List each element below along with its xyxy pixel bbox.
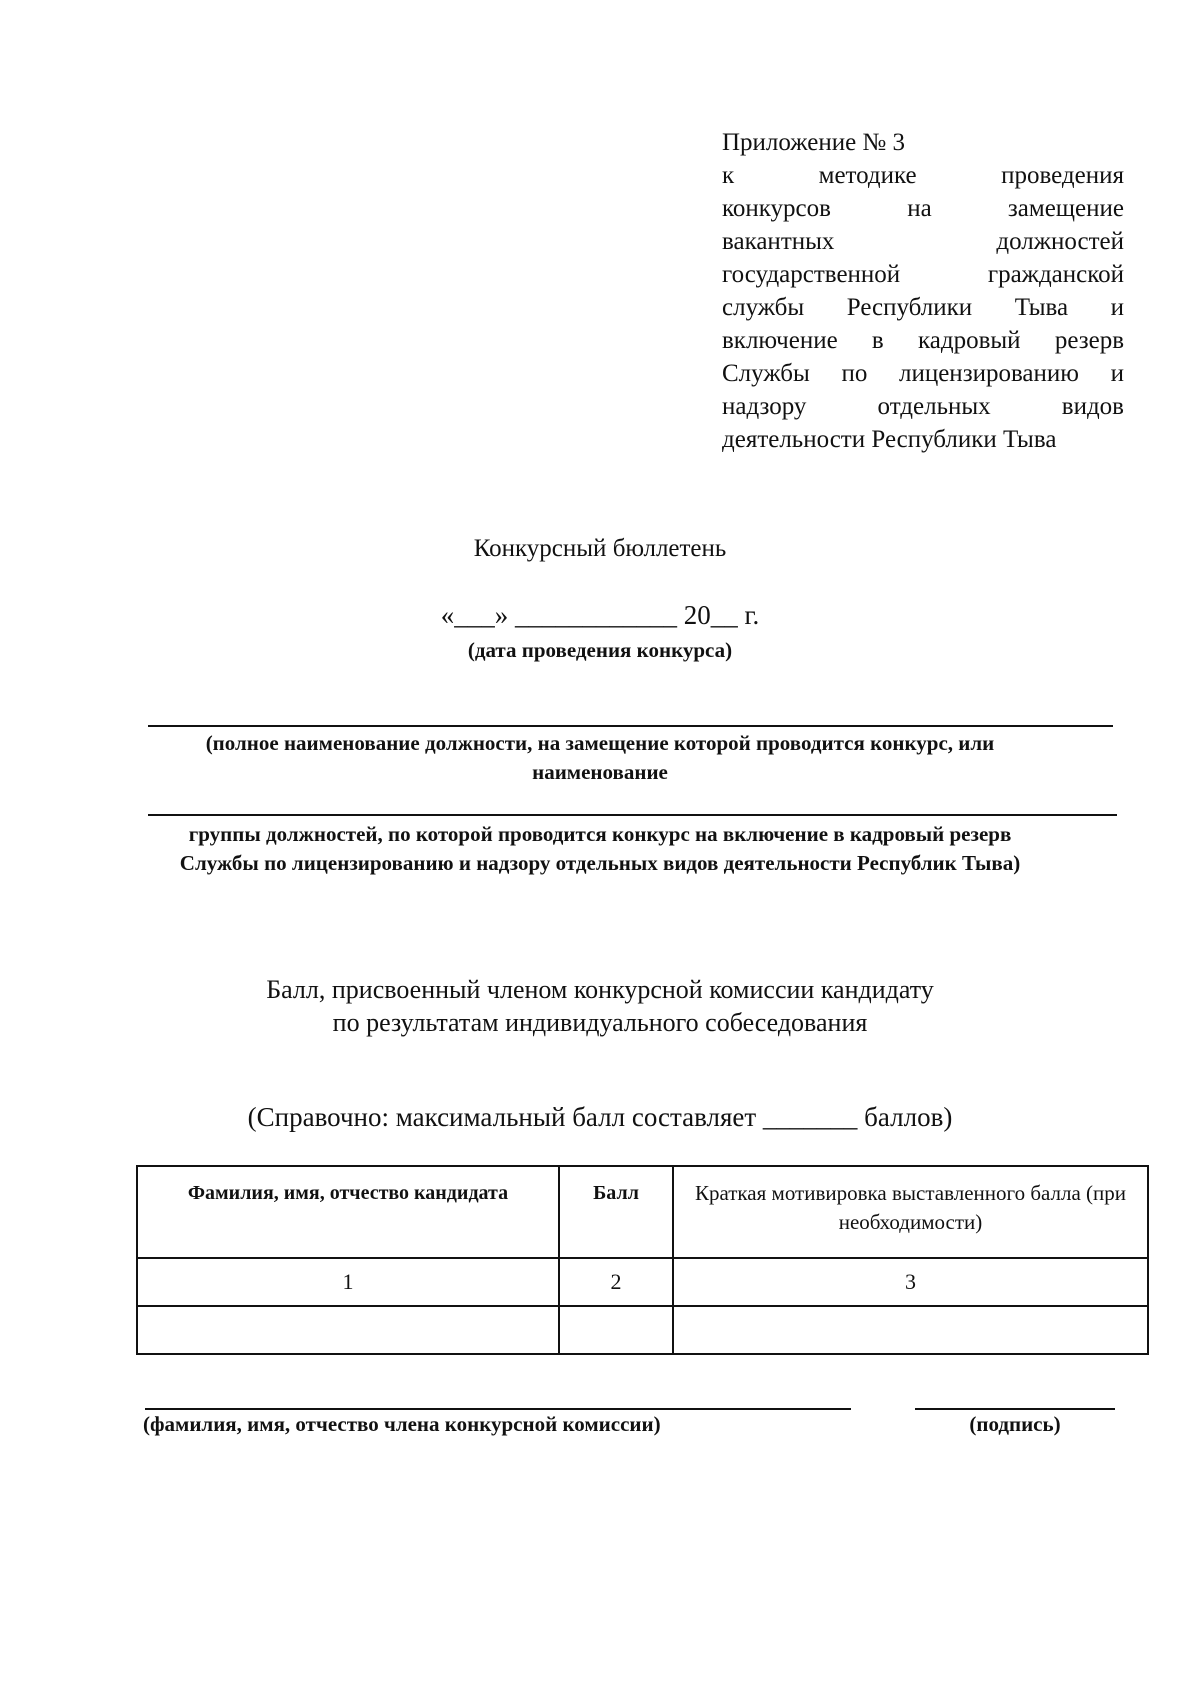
table-row	[137, 1306, 1148, 1354]
group-name-line	[148, 814, 1117, 816]
position-name-line	[148, 725, 1113, 727]
signature-caption: (подпись)	[969, 1412, 1061, 1436]
group-caption	[100, 820, 1100, 878]
motivation-cell[interactable]	[673, 1306, 1148, 1354]
appendix-line: деятельности Республики Тыва	[722, 426, 1057, 453]
appendix-line: к методике проведения	[722, 162, 1124, 189]
column-number: 2	[559, 1258, 673, 1306]
position-caption-line-2: наименование	[532, 760, 668, 784]
position-caption-line-1: (полное наименование должности, на замещение которой проводится конкурс, или	[205, 731, 995, 755]
score-cell[interactable]	[559, 1306, 673, 1354]
score-heading	[0, 973, 1200, 1039]
appendix-line: Приложение № 3	[722, 129, 906, 156]
header-motivation: Краткая мотивировка выставленного балла (при необходимости)	[673, 1166, 1148, 1258]
column-number: 1	[137, 1258, 559, 1306]
table-header-row	[137, 1166, 1148, 1258]
position-caption	[100, 729, 1100, 787]
appendix-line: надзору отдельных видов	[722, 393, 1124, 420]
appendix-block	[722, 126, 1124, 456]
group-caption-line-2: Службы по лицензированию и надзору отдельных видов деятельности Республик Тыва)	[179, 851, 1021, 875]
score-heading-line-2: по результатам индивидуального собеседования	[332, 1008, 868, 1037]
member-name-caption: (фамилия, имя, отчество члена конкурсной комиссии)	[143, 1412, 661, 1436]
candidate-name-cell[interactable]	[137, 1306, 559, 1354]
date-caption: (дата проведения конкурса)	[467, 638, 733, 662]
score-heading-line-1: Балл, присвоенный членом конкурсной комиссии кандидату	[266, 975, 934, 1004]
header-candidate-name: Фамилия, имя, отчество кандидата	[137, 1166, 559, 1258]
appendix-line: вакантных должностей	[722, 228, 1124, 255]
score-table	[136, 1165, 1149, 1355]
date-line: «___» ____________ 20__ г.	[440, 600, 760, 630]
table-numbering-row	[137, 1258, 1148, 1306]
signature-line	[915, 1408, 1115, 1410]
appendix-line: включение в кадровый резерв	[722, 327, 1124, 354]
appendix-line: конкурсов на замещение	[722, 195, 1124, 222]
appendix-line: службы Республики Тыва и	[722, 294, 1124, 321]
header-score: Балл	[559, 1166, 673, 1258]
member-name-line	[145, 1408, 851, 1410]
appendix-line: Службы по лицензированию и	[722, 360, 1124, 387]
group-caption-line-1: группы должностей, по которой проводится конкурс на включение в кадровый резерв	[188, 822, 1012, 846]
column-number: 3	[673, 1258, 1148, 1306]
appendix-line: государственной гражданской	[722, 261, 1124, 288]
page-title: Конкурсный бюллетень	[473, 535, 727, 562]
max-score-reference: (Справочно: максимальный балл составляет _______ баллов)	[247, 1102, 953, 1132]
